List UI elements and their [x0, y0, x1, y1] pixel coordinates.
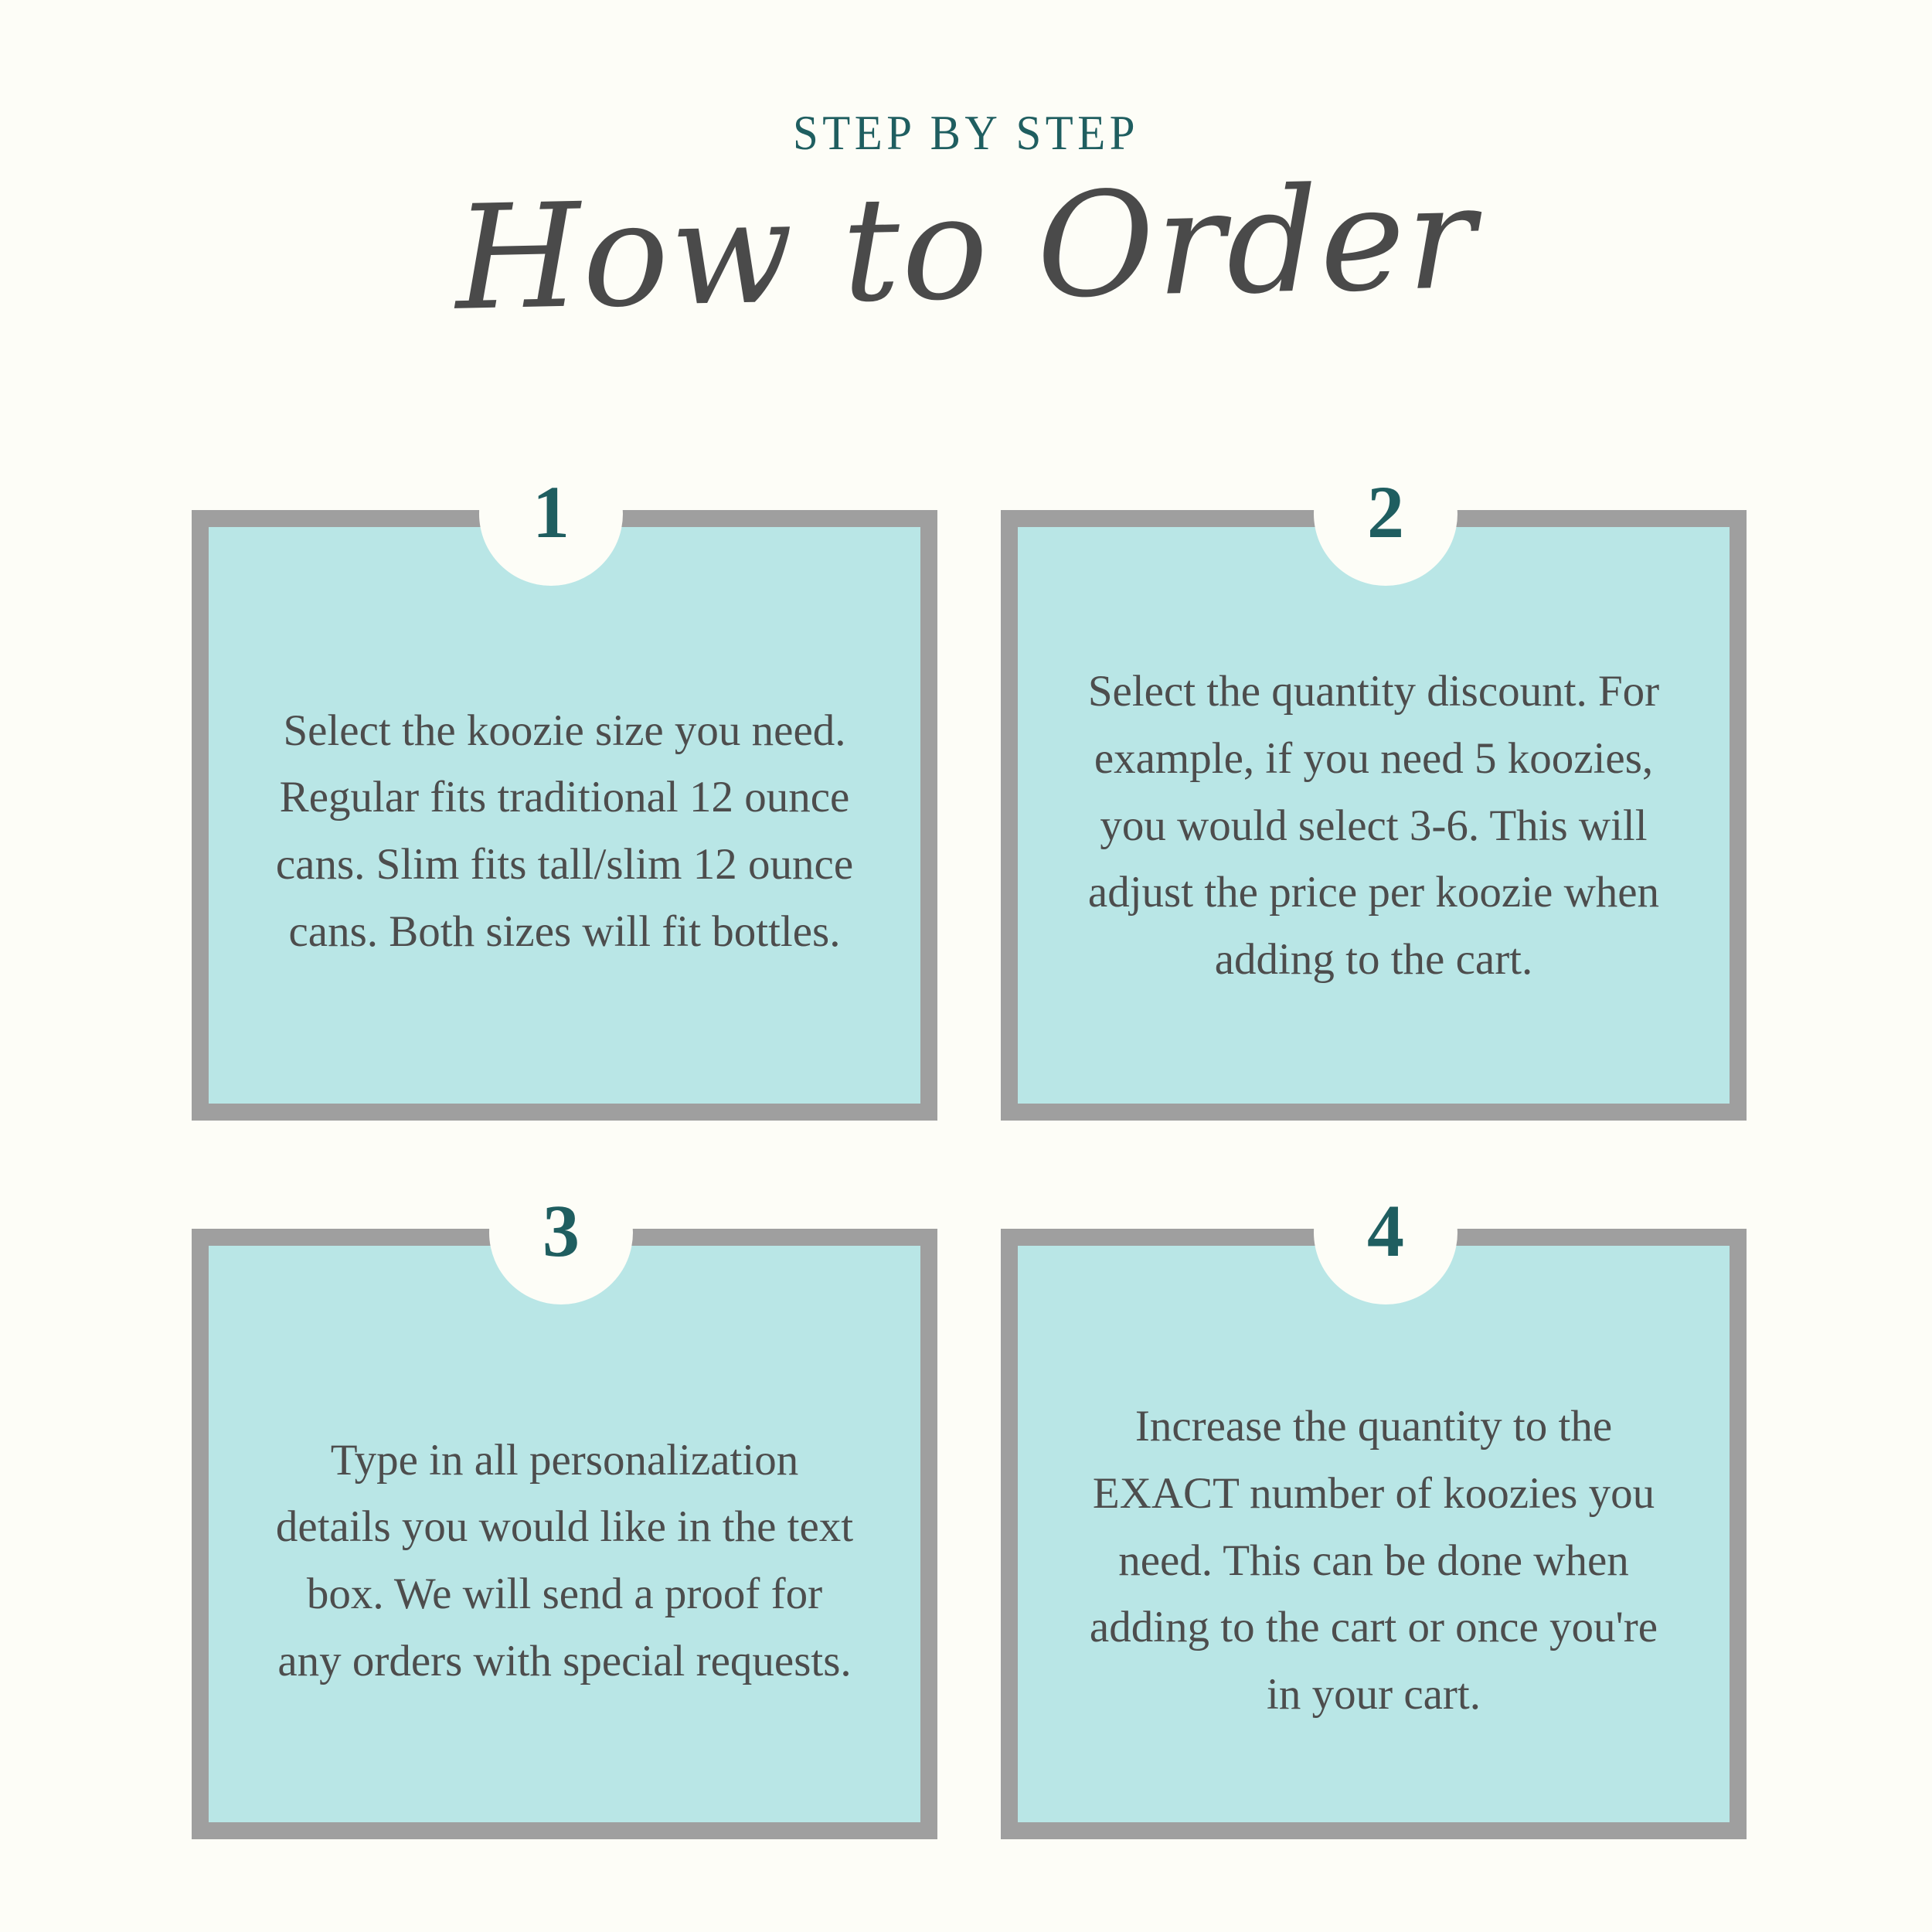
step-badge-1: [479, 442, 623, 586]
step-text-1: Select the koozie size you need. Regular fits traditional 12 ounce cans. Slim fits tall/slim 12 ounce cans. Both sizes will fit bottles.: [275, 706, 854, 956]
step-number-2: 2: [1367, 471, 1404, 553]
step-card-body-2: [1001, 510, 1747, 1121]
steps-grid: [192, 471, 1747, 1839]
step-card-body-4: [1001, 1229, 1747, 1839]
step-card-body-1: [192, 510, 937, 1121]
step-card-body-3: [192, 1229, 937, 1839]
page-title: How to Order: [453, 153, 1479, 342]
step-card-2: [1001, 471, 1747, 1121]
step-card-1: [192, 471, 937, 1121]
step-card-3: [192, 1189, 937, 1839]
step-text-3: Type in all personalization details you would like in the text box. We will send a proof for any orders with special requests.: [275, 1435, 854, 1685]
eyebrow-label: STEP BY STEP: [793, 105, 1139, 160]
step-text-4: Increase the quantity to the EXACT number of koozies you need. This can be done when adding to the cart or once you're in your cart.: [1089, 1402, 1658, 1719]
step-badge-3: [489, 1161, 633, 1304]
step-number-1: 1: [532, 471, 570, 553]
step-text-2: Select the quantity discount. For example, if you need 5 koozies, you would select 3-6. This will adjust the price per koozie when adding to the cart.: [1087, 667, 1660, 984]
step-number-3: 3: [543, 1189, 580, 1272]
page-header: [0, 105, 1932, 342]
step-badge-4: [1314, 1161, 1458, 1304]
step-badge-2: [1314, 442, 1458, 586]
step-number-4: 4: [1367, 1189, 1404, 1272]
step-card-4: [1001, 1189, 1747, 1839]
